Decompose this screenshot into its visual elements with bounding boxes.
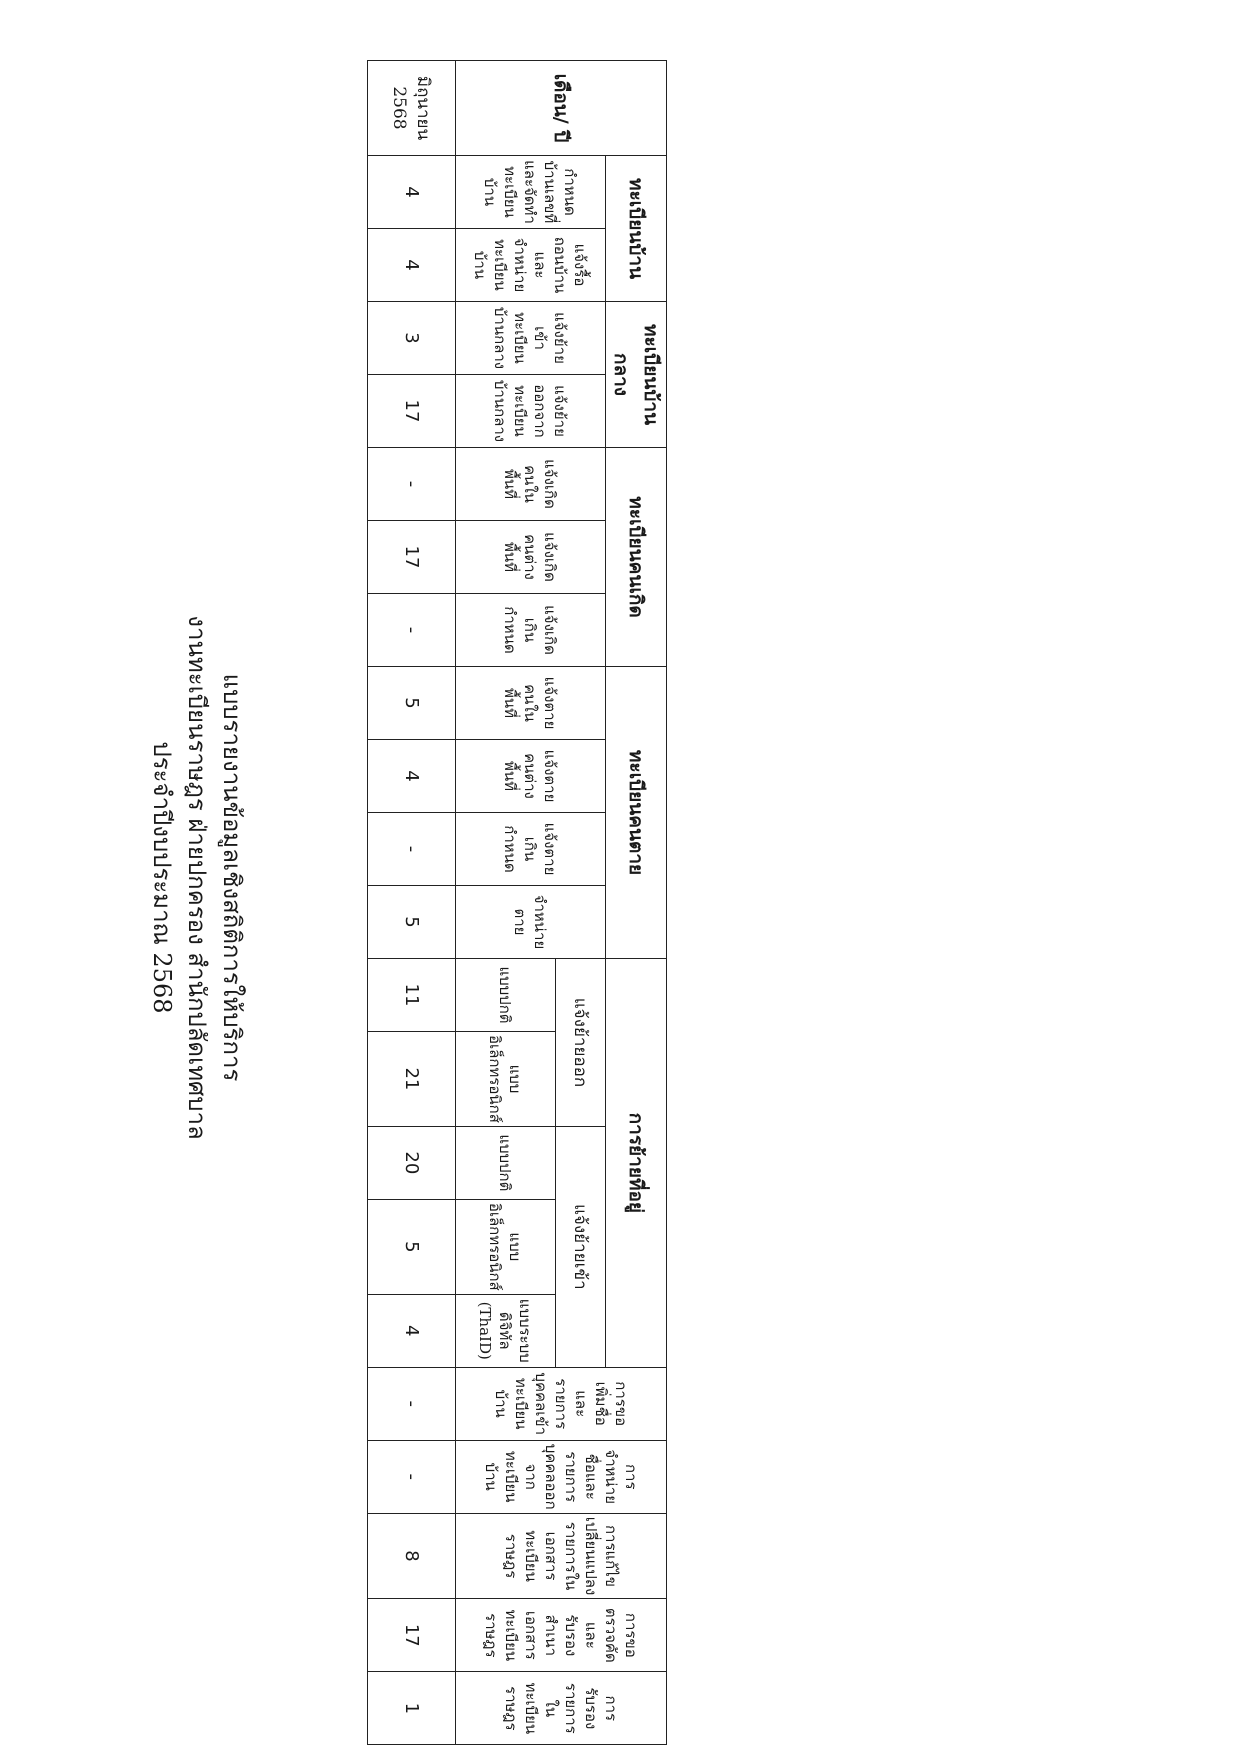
col-move-in-thaid: แบบระบบ ดิจิทัล (ThaID) [456,1294,556,1367]
group-central-house-registration: ทะเบียนบ้านกลาง [606,302,667,448]
col-death-late: แจ้งตายเกินกำหนด [456,813,606,886]
col-death-out-area: แจ้งตายคนต่างพื้นที่ [456,740,606,813]
value-cell: 20 [368,1126,456,1199]
col-certify-record: การรับรองรายการในทะเบียนราษฎร [456,1672,667,1745]
value-cell: 5 [368,886,456,959]
col-remove-name: การจำหน่ายชื่อและรายการบุคคลออกจากทะเบียนบ้าน [456,1440,667,1513]
group-house-registration: ทะเบียนบ้าน [606,156,667,302]
month-header: เดือน/ ปี [456,61,667,156]
value-cell: - [368,1440,456,1513]
col-house-demolish: แจ้งรื้อถอนบ้านและจำหน่ายทะเบียนบ้าน [456,229,606,302]
group-birth-registration: ทะเบียนคนเกิด [606,448,667,667]
group-death-registration: ทะเบียนคนตาย [606,667,667,959]
statistics-table [367,60,667,1745]
row-month-cell [368,61,456,156]
value-cell: 4 [368,229,456,302]
value-cell: - [368,448,456,521]
value-cell: 4 [368,740,456,813]
row-month: มิถุนายน [413,75,434,141]
col-move-out-normal: แบบปกติ [456,959,556,1032]
col-move-in-electronic: แบบอิเล็กทรอนิกส์ [456,1199,556,1294]
value-cell: - [368,813,456,886]
subgroup-move-in: แจ้งย้ายเข้า [556,1126,606,1367]
col-birth-late: แจ้งเกิดเกินกำหนด [456,594,606,667]
value-cell: 17 [368,375,456,448]
col-add-name: การขอเพิ่มชื่อและรายการบุคคลเข้าทะเบียนบ้าน [456,1367,667,1440]
group-address-move: การย้ายที่อยู่ [606,959,667,1368]
row-year: 2568 [389,86,410,130]
value-cell: 8 [368,1513,456,1599]
value-cell: - [368,594,456,667]
col-move-out-electronic: แบบอิเล็กทรอนิกส์ [456,1032,556,1127]
report-fiscal-year: ประจำปีงบประมาณ 2568 [148,741,176,1014]
col-copy-certify: การขอตรวจคัดและรับรองสำเนาเอกสารทะเบียนราษฎร [456,1599,667,1672]
col-edit-record: การแก้ไขเปลี่ยนแปลงรายการในเอกสารทะเบียนราษฎร [456,1513,667,1599]
col-central-add: แจ้งย้ายเข้าทะเบียนบ้านกลาง [456,302,606,375]
col-birth-in-area: แจ้งเกิดคนในพื้นที่ [456,448,606,521]
value-cell: 21 [368,1032,456,1127]
col-birth-out-area: แจ้งเกิดคนต่างพื้นที่ [456,521,606,594]
value-cell: 11 [368,959,456,1032]
subgroup-move-out: แจ้งย้ายออก [556,959,606,1127]
report-title: แบบรายงานข้อมูลเชิงสถิติการให้บริการ [218,673,246,1082]
col-death-in-area: แจ้งตายคนในพื้นที่ [456,667,606,740]
col-central-remove: แจ้งย้ายออกจากทะเบียนบ้านกลาง [456,375,606,448]
report-department: งานทะเบียนราษฎร ฝ่ายปกครอง สำนักปลัดเทศบาล [183,615,211,1140]
value-cell: 5 [368,1199,456,1294]
value-cell: 1 [368,1672,456,1745]
col-move-in-normal: แบบปกติ [456,1126,556,1199]
table-row [368,61,456,1745]
value-cell: - [368,1367,456,1440]
col-death-cert: จำหน่ายตาย [456,886,606,959]
value-cell: 3 [368,302,456,375]
value-cell: 17 [368,521,456,594]
value-cell: 4 [368,1294,456,1367]
value-cell: 5 [368,667,456,740]
col-house-new: กำหนดบ้านเลขที่และจัดทำทะเบียนบ้าน [456,156,606,229]
value-cell: 4 [368,156,456,229]
value-cell: 17 [368,1599,456,1672]
